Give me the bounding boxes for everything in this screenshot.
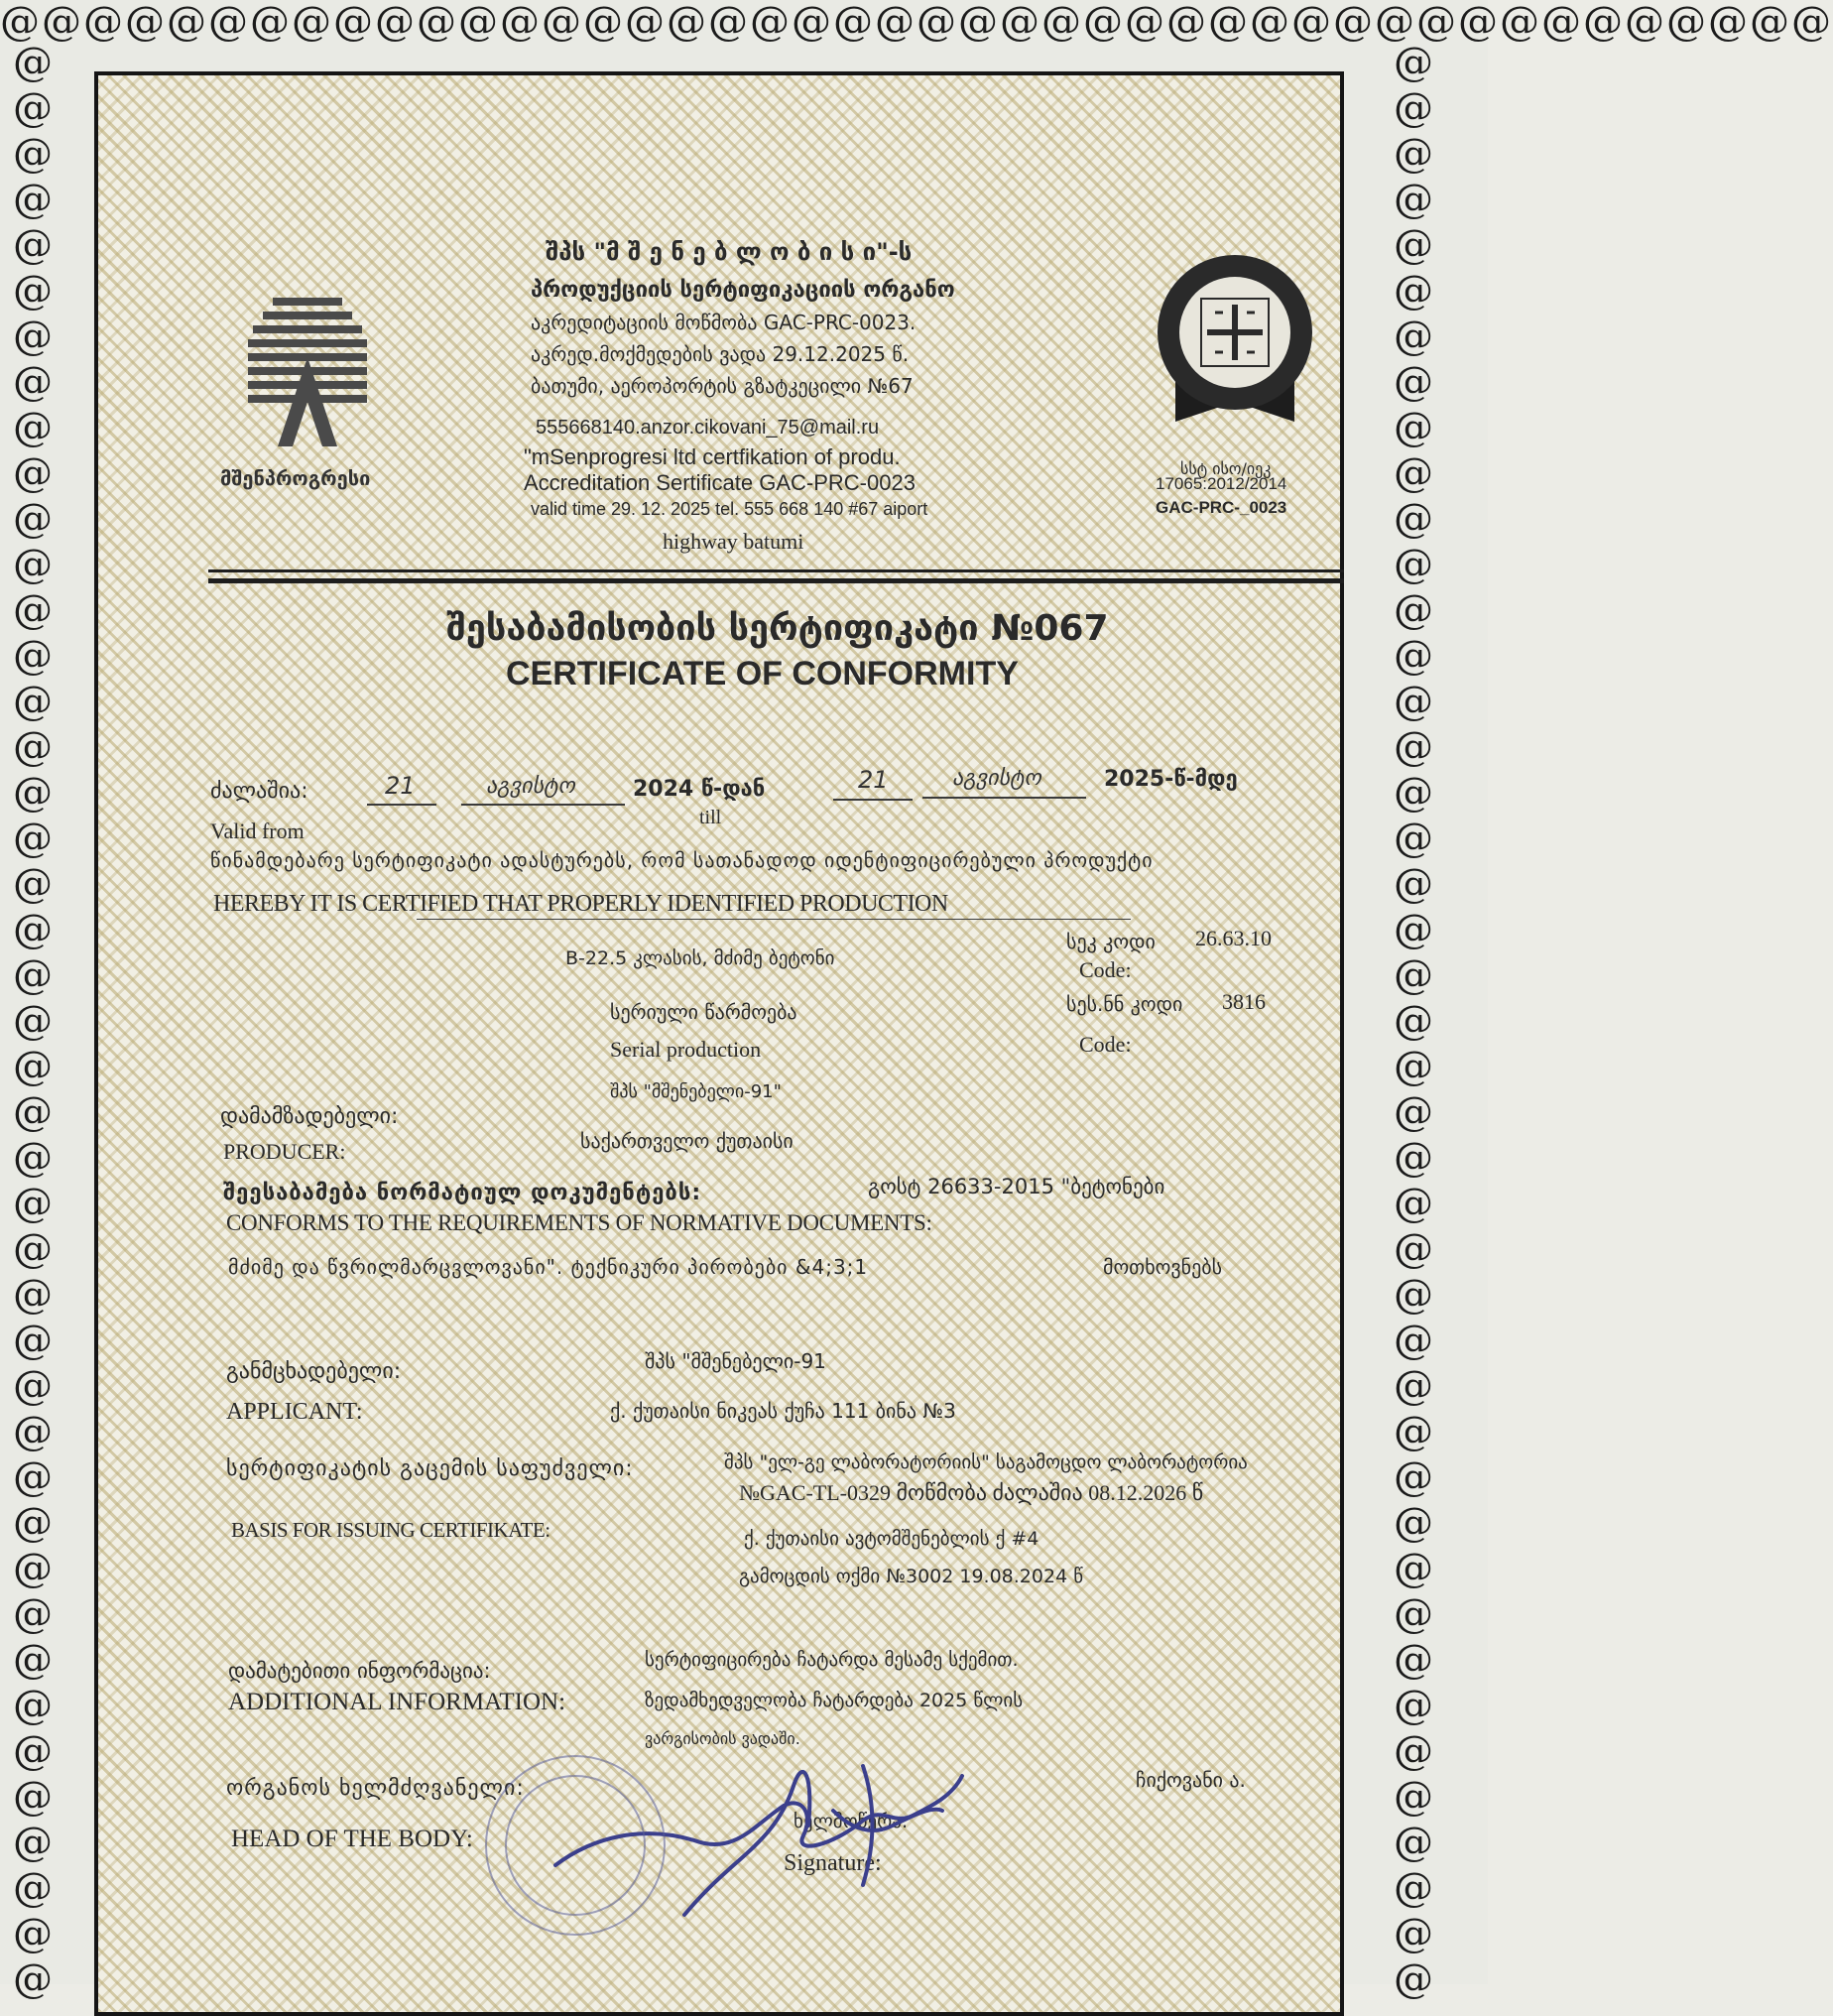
till-label: till (699, 807, 722, 828)
signature-label-ka: ხელმოწერა: (794, 1811, 909, 1832)
basis-line3: ქ. ქუთაისი ავტომშენებლის ქ #4 (744, 1528, 1039, 1550)
conforms-doc-cont: მძიმე და წვრილმარცვლოვანი". ტექნიკური პირობები &4;3;1 (228, 1255, 869, 1279)
code1-en: Code: (1079, 957, 1132, 982)
to-month: აგვისტო (952, 766, 1041, 791)
from-year: 2024 წ-დან (633, 777, 766, 802)
basis-label-en: BASIS FOR ISSUING CERTIFIKATE: (231, 1518, 550, 1542)
valid-label-ka: ძალაშია: (210, 779, 308, 804)
left-ornament-border: @ @ @ @ @ @ @ @ @ @ @ @ @ @ @ @ @ @ @ @ @ @ @ @ @ @ @ @ @ @ @ @ @ @ @ @ @ @ @ @ @ @ @ (13, 40, 53, 2002)
product-name: B-22.5 კლასის, მძიმე ბეტონი (565, 947, 835, 969)
basis-line4: გამოცდის ოქმი №3002 19.08.2024 წ (739, 1566, 1084, 1587)
title-en: CERTIFICATE OF CONFORMITY (506, 655, 1019, 693)
header-rule-bottom (208, 578, 1344, 583)
logo-caption: მშენპროგრესი (220, 466, 371, 490)
additional-line1: სერტიფიცირება ჩატარდა მესამე სქემით. (645, 1649, 1019, 1671)
conforms-label-ka: შეესაბამება ნორმატიულ დოკუმენტებს: (223, 1181, 702, 1205)
to-month-line (922, 797, 1086, 799)
code1-label: სეკ კოდი (1066, 930, 1156, 953)
from-day-line (367, 804, 436, 806)
applicant-label-ka: განმცხადებელი: (226, 1359, 402, 1384)
applicant-label-en: APPLICANT: (226, 1399, 363, 1425)
org-name-ka: შპს "მ შ ე ნ ე ბ ლ ო ბ ი ს ი"-ს (546, 238, 913, 266)
conforms-doc: გოსტ 26633-2015 "ბეტონები (868, 1175, 1165, 1198)
serial-en: Serial production (610, 1037, 762, 1062)
basis-label-ka: სერტიფიკატის გაცემის საფუძველი: (226, 1456, 634, 1481)
header-rule-top (208, 569, 1344, 572)
signature-label-en: Signature: (784, 1850, 882, 1876)
highway: highway batumi (663, 529, 804, 554)
accreditation-seal-icon (1156, 253, 1314, 432)
producer-location: საქართველო ქუთაისი (580, 1129, 794, 1153)
producer-label-en: PRODUCER: (223, 1139, 346, 1164)
conforms-label-en: CONFORMS TO THE REQUIREMENTS OF NORMATIVE DOCUMENTS: (226, 1210, 932, 1235)
additional-line3: ვარგისობის ვადაში. (645, 1729, 800, 1748)
valid-label-en: Valid from (210, 819, 305, 843)
producer-name: შპს "მშენებელი-91" (610, 1081, 782, 1102)
valid-ka: აკრედ.მოქმედების ვადა 29.12.2025 წ. (531, 342, 910, 366)
to-day: 21 (858, 766, 889, 794)
org-name-en: "mSenprogresi ltd certfikation of produ. (524, 444, 901, 469)
head-label-ka: ორგანოს ხელმძღვანელი: (226, 1776, 525, 1801)
basis-line2: №GAC-TL-0329 მოწმობა ძალაშია 08.12.2026 წ (739, 1480, 1204, 1505)
certified-en: HEREBY IT IS CERTIFIED THAT PROPERLY IDENTIFIED PRODUCTION (213, 891, 948, 917)
right-ornament-border: @ @ @ @ @ @ @ @ @ @ @ @ @ @ @ @ @ @ @ @ @ @ @ @ @ @ @ @ @ @ @ @ @ @ @ @ @ @ @ @ @ @ @ (1394, 40, 1433, 2002)
contact-info: 555668140.anzor.cikovani_75@mail.ru (536, 417, 880, 439)
address-ka: ბათუმი, აეროპორტის გზატკეცილი №67 (531, 374, 914, 398)
additional-label-en: ADDITIONAL INFORMATION: (228, 1689, 566, 1715)
head-name: ჩიქოვანი ა. (1136, 1768, 1246, 1792)
code2-label: სეს.ნნ კოდი (1066, 992, 1183, 1016)
to-day-line (833, 799, 913, 801)
to-year: 2025-წ-მდე (1104, 767, 1238, 792)
accreditation-en: Accreditation Sertificate GAC-PRC-0023 (524, 470, 916, 495)
from-day: 21 (385, 772, 416, 800)
building-logo-icon (243, 298, 372, 446)
from-month: აგვისტო (486, 774, 575, 799)
additional-label-ka: დამატებითი ინფორმაცია: (228, 1659, 491, 1683)
basis-line1: შპს "ელ-გე ლაბორატორიის" საგამოცდო ლაბორატორია (724, 1451, 1248, 1473)
top-ornament-border: @@@@@@@@@@@@@@@@@@@@@@@@@@@@@@@@@@@@@@@@@@@@ (0, 0, 1833, 45)
valid-en: valid time 29. 12. 2025 tel. 555 668 140 #67 aiport (531, 499, 928, 519)
code2-en: Code: (1079, 1032, 1132, 1057)
handwritten-signature (536, 1716, 1091, 1945)
from-month-line (461, 804, 625, 806)
applicant-name: შპს "მშენებელი-91 (645, 1349, 826, 1373)
serial-ka: სერიული წარმოება (610, 1000, 797, 1024)
certified-ka: წინამდებარე სერტიფიკატი ადასტურებს, რომ სათანადოდ იდენტიფიცირებული პროდუქტი (210, 848, 1154, 872)
seal-code: GAC-PRC-_0023 (1156, 498, 1287, 517)
producer-label-ka: დამამზადებელი: (220, 1104, 399, 1129)
accreditation-ka: აკრედიტაციის მოწმობა GAC-PRC-0023. (531, 311, 916, 334)
applicant-address: ქ. ქუთაისი ნიკეას ქუჩა 111 ბინა №3 (610, 1399, 956, 1423)
title-ka: შესაბამისობის სერტიფიკატი №067 (446, 608, 1109, 649)
code2-value: 3816 (1222, 989, 1266, 1014)
certified-line (417, 919, 1131, 920)
additional-line2: ზედამხედველობა ჩატარდება 2025 წლის (645, 1690, 1024, 1711)
conforms-requirements: მოთხოვნებს (1103, 1255, 1223, 1279)
seal-standard: 17065:2012/2014 (1156, 474, 1287, 493)
code1-value: 26.63.10 (1195, 926, 1272, 950)
org-body-ka: პროდუქციის სერტიფიკაციის ორგანო (531, 278, 955, 303)
seal-standard-ka: სსტ ისო/იეკ (1180, 459, 1272, 478)
head-label-en: HEAD OF THE BODY: (231, 1826, 473, 1852)
